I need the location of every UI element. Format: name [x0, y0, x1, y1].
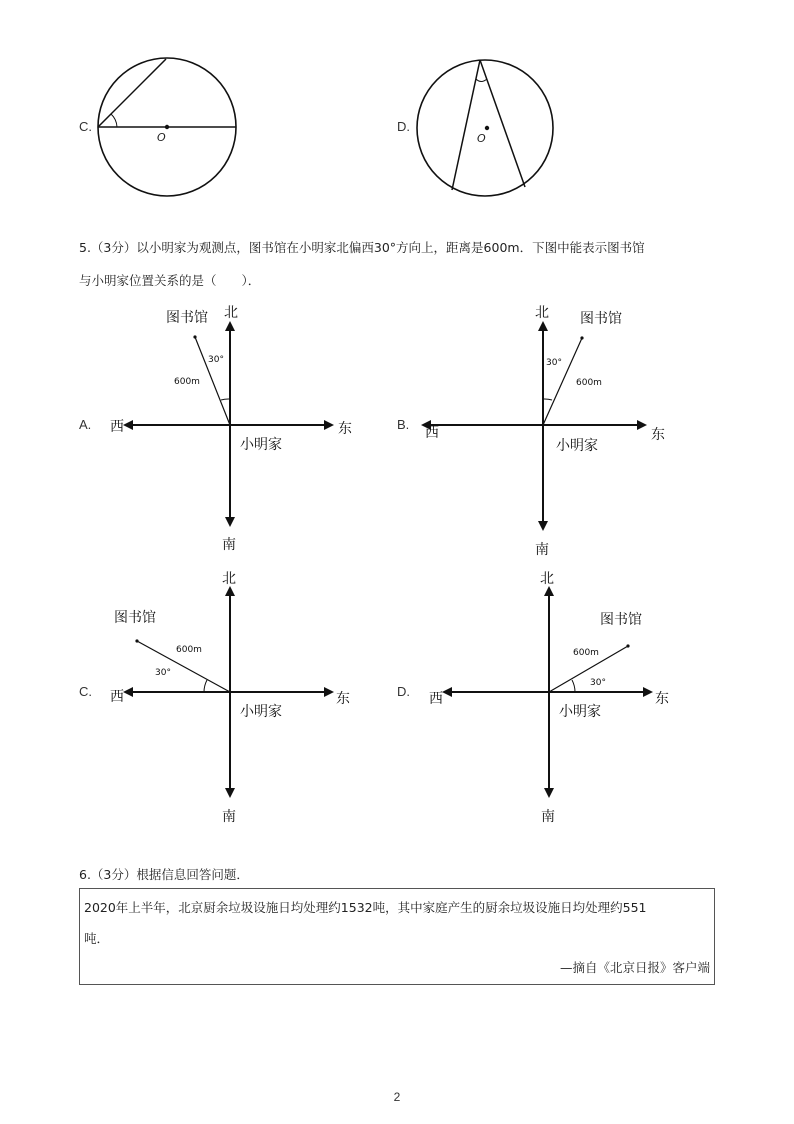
q5-stem-line1: 5.（3分）以小明家为观测点，图书馆在小明家北偏西30°方向上，距离是600m．下图中能表示图书馆 [79, 240, 645, 255]
library-label: 图书馆 [166, 310, 208, 326]
library-point [135, 639, 138, 642]
north-label: 北 [540, 571, 554, 587]
compass-diagram-c [100, 562, 370, 827]
angle-arc-c [111, 114, 117, 127]
chord-c [98, 59, 166, 127]
circle-figure-d [412, 55, 562, 205]
quote-source: —摘自《北京日报》客户端 [559, 960, 710, 975]
q6-stem: 6.（3分）根据信息回答问题． [79, 867, 249, 882]
compass-diagram-a [100, 295, 370, 560]
north-label: 北 [535, 305, 549, 321]
library-label: 图书馆 [114, 610, 156, 626]
center-point-c [165, 125, 169, 129]
page-number: 2 [393, 1090, 401, 1104]
home-label: 小明家 [559, 704, 601, 720]
angle-label: 30° [155, 668, 171, 678]
option-d-label: D. [397, 119, 410, 134]
q5-stem-line2: 与小明家位置关系的是（ ）． [79, 273, 261, 288]
quote-line2: 吨． [84, 931, 110, 946]
angle-arc [543, 399, 552, 400]
angle-arc [572, 680, 575, 692]
distance-label: 600m [576, 378, 602, 388]
library-point [580, 336, 583, 339]
east-label: 东 [336, 691, 350, 707]
distance-label: 600m [176, 645, 202, 655]
library-point [626, 644, 629, 647]
home-label: 小明家 [556, 438, 598, 454]
north-label: 北 [222, 571, 236, 587]
east-label: 东 [338, 421, 352, 437]
library-label: 图书馆 [600, 612, 642, 628]
south-label: 南 [535, 542, 549, 558]
angle-label: 30° [208, 355, 224, 365]
angle-arc [221, 399, 230, 400]
south-label: 南 [222, 809, 236, 825]
center-point-d [485, 126, 489, 130]
angle-arc [204, 680, 207, 692]
angle-arc-d [476, 79, 487, 82]
quote-line1: 2020年上半年，北京厨余垃圾设施日均处理约1532吨，其中家庭产生的厨余垃圾设施日均处理约551 [84, 900, 647, 915]
q5-option-d-label: D. [397, 684, 410, 699]
q5-option-c-label: C. [79, 684, 92, 699]
distance-label: 600m [174, 377, 200, 387]
home-label: 小明家 [240, 437, 282, 453]
q5-option-b-label: B. [397, 417, 410, 432]
center-label-c: O [157, 131, 166, 144]
q5-option-a-label: A. [79, 417, 92, 432]
south-label: 南 [541, 809, 555, 825]
west-label: 西 [110, 419, 124, 435]
angle-label: 30° [546, 358, 562, 368]
distance-label: 600m [573, 648, 599, 658]
compass-diagram-b [413, 295, 683, 560]
north-label: 北 [224, 305, 238, 321]
east-label: 东 [655, 691, 669, 707]
east-label: 东 [651, 427, 665, 443]
compass-diagram-d [419, 562, 689, 827]
center-label-d: O [477, 132, 486, 145]
circle-figure-c [90, 55, 250, 205]
west-label: 西 [110, 689, 124, 705]
library-point [193, 335, 196, 338]
option-c-label: C. [79, 119, 92, 134]
angle-label: 30° [590, 678, 606, 688]
west-label: 西 [425, 425, 439, 441]
library-ray [195, 337, 230, 425]
south-label: 南 [222, 537, 236, 553]
west-label: 西 [429, 691, 443, 707]
library-label: 图书馆 [580, 311, 622, 327]
home-label: 小明家 [240, 704, 282, 720]
